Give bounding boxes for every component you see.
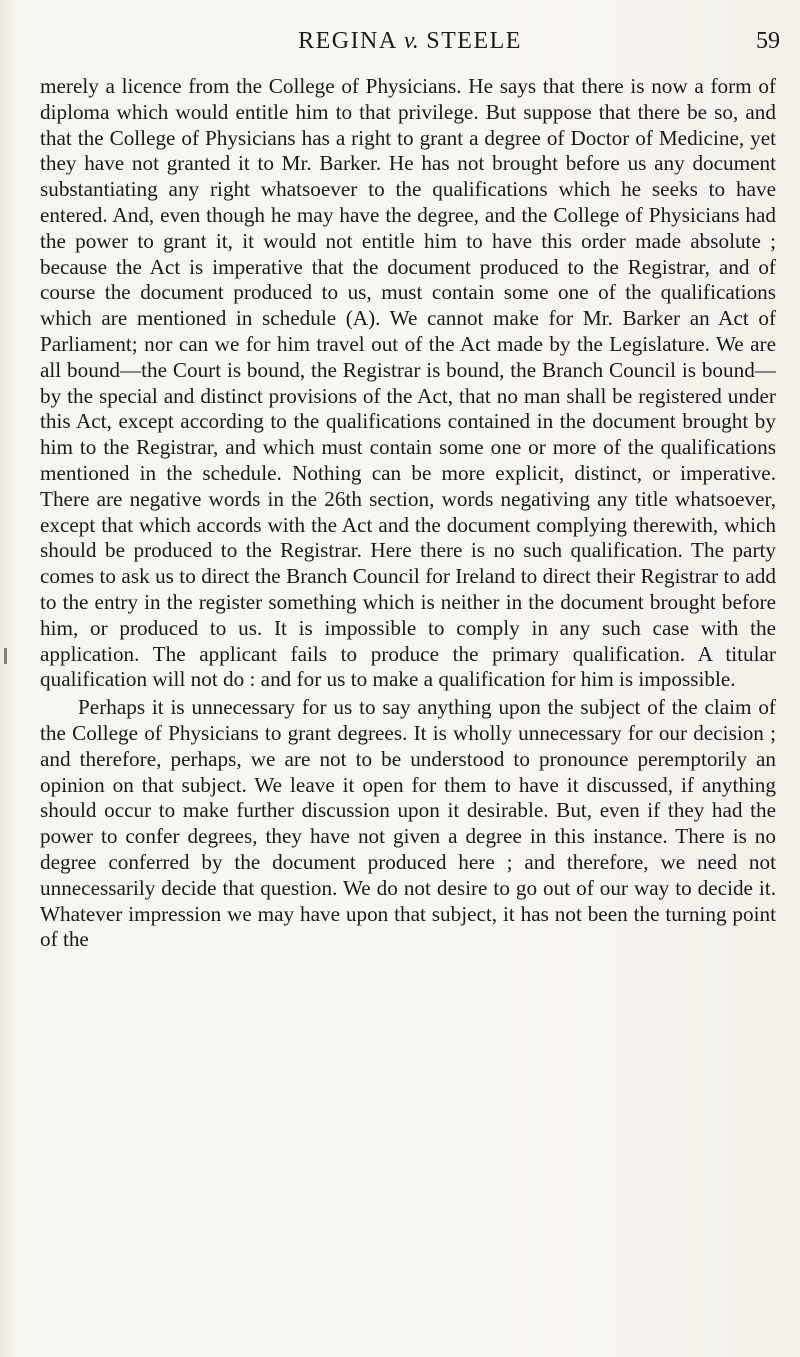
body-text <box>40 74 776 953</box>
running-head <box>40 26 780 56</box>
title-versus: v. <box>403 28 419 54</box>
title-part-2: STEELE <box>418 28 522 54</box>
title-part-1: REGINA <box>298 28 404 54</box>
paragraph-continued: merely a licence from the College of Physicians. He says that there is now a form of diploma which would entitle him to that privilege. But suppose that there be so, and that the College of Physicians has a right to grant a degree of Doctor of Medicine, yet they have not granted it to Mr. Barker. He has not brought before us any document substantiating any right whatsoever to the qualifications which he seeks to have entered. And, even though he may have the degree, and the College of Physicians had the power to grant it, it would not entitle him to have this order made absolute ; because the Act is imperative that the document produced to the Registrar, and of course the document produced to us, must contain some one of the qualifications which are mentioned in schedule (A). We cannot make for Mr. Barker an Act of Parliament; nor can we for him travel out of the Act made by the Legislature. We are all bound—the Court is bound, the Registrar is bound, the Branch Council is bound—by the special and distinct provisions of the Act, that no man shall be registered under this Act, except according to the qualifications contained in the document brought by him to the Registrar, and which must contain some one or more of the qualifications mentioned in the schedule. Nothing can be more explicit, distinct, or imperative. There are negative words in the 26th section, words negativing any title whatsoever, except that which accords with the Act and the document complying therewith, which should be produced to the Registrar. Here there is no such qualification. The party comes to ask us to direct the Branch Council for Ireland to direct their Registrar to add to the entry in the register something which is neither in the document brought before him, or produced to us. It is impossible to comply in any such case with the application. The applicant fails to produce the primary qualification. A titular qualification will not do : and for us to make a qualification for him is impossible. <box>40 74 776 692</box>
paragraph: Perhaps it is unnecessary for us to say anything upon the subject of the claim of the College of Physicians to grant degrees. It is wholly unnecessary for our decision ; and therefore, perhaps, we are not to be understood to pronounce peremptorily an opinion on that subject. We leave it open for them to have it discussed, if anything should occur to make further discussion upon it desirable. But, even if they had the power to confer degrees, they have not given a degree in this instance. There is no degree conferred by the document produced here ; and therefore, we need not unnecessarily decide that question. We do not desire to go out of our way to decide it. Whatever impression we may have upon that subject, it has not been the turning point of the <box>40 695 776 952</box>
running-title <box>40 26 780 56</box>
page-number: 59 <box>756 28 780 54</box>
margin-mark <box>4 648 7 664</box>
